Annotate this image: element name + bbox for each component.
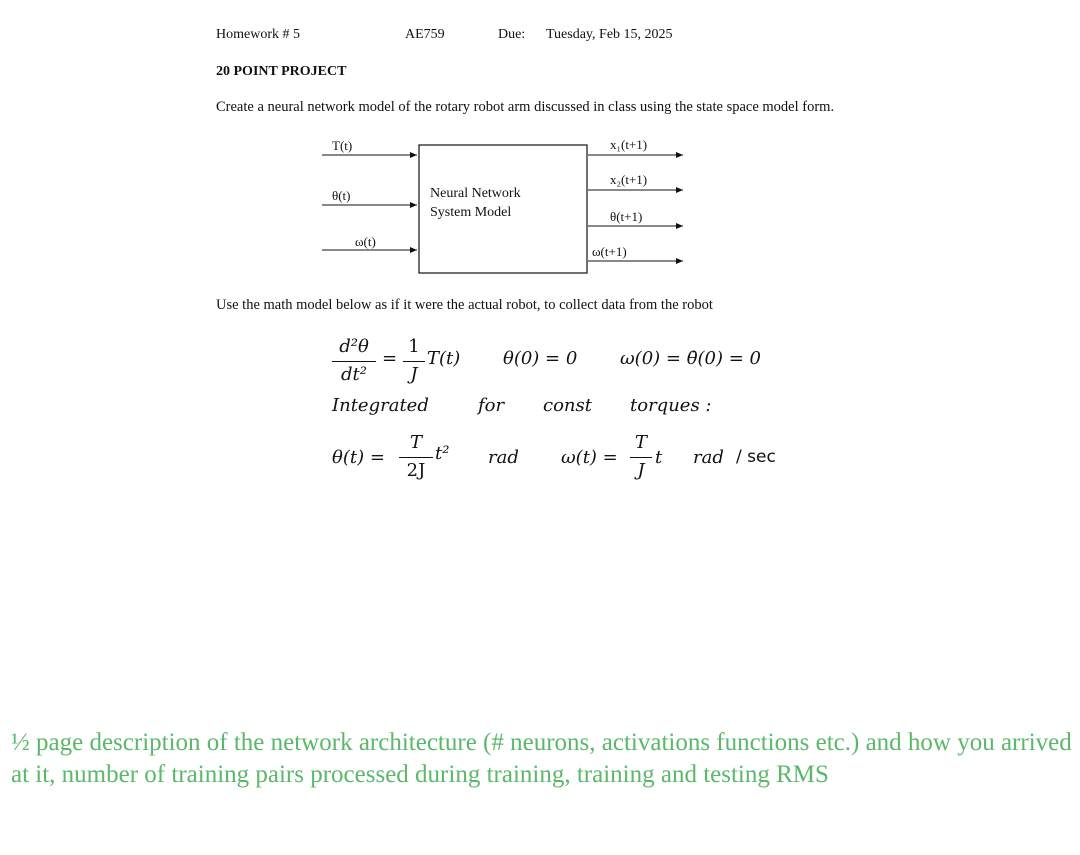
output-label-x2: x₂(t+1)	[610, 172, 648, 187]
omega-unit-rad: rad	[693, 447, 724, 468]
omega-fraction-bar	[630, 457, 652, 458]
eq1-lhs-fraction-bar	[332, 361, 376, 362]
theta-fraction-bar	[399, 457, 433, 458]
initial-condition-theta: θ(0) = 0	[503, 348, 578, 369]
integrated-word: Integrated	[332, 395, 429, 416]
theta-time-squared: t²	[435, 443, 450, 464]
box-label-line2: System Model	[430, 205, 512, 220]
eq1-rhs-denominator: J	[410, 364, 418, 385]
output-label-omega: ω(t+1)	[592, 244, 627, 259]
intro-text: Create a neural network model of the rotary robot arm discussed in class using the state space model form.	[216, 99, 835, 115]
due-label: Due:	[498, 27, 526, 42]
eq1-equals: =	[382, 348, 398, 369]
input-label-torque: T(t)	[332, 138, 353, 153]
theta-unit: rad	[488, 447, 519, 468]
theta-numerator: T	[409, 432, 422, 453]
input-label-omega: ω(t)	[355, 234, 376, 249]
omega-denominator: J	[637, 460, 645, 481]
output-label-x1: x₁(t+1)	[610, 137, 648, 152]
omega-time: t	[655, 447, 663, 468]
due-date: Tuesday, Feb 15, 2025	[546, 27, 673, 42]
report-instruction: ½ page description of the network architecture (# neurons, activations functions etc.) and how you arrived at it, number of training pairs processed during training, training and testing RMS	[11, 729, 1072, 788]
eq1-lhs-numerator: d²θ	[339, 336, 369, 357]
omega-unit-per-sec: / sec	[736, 447, 776, 467]
theta-denominator: 2J	[406, 460, 426, 481]
for-word: for	[478, 395, 505, 416]
block-diagram	[0, 0, 1080, 300]
omega-lhs: ω(t) =	[561, 447, 618, 468]
homework-number: Homework # 5	[216, 27, 300, 42]
project-title: 20 POINT PROJECT	[216, 64, 347, 79]
output-label-theta: θ(t+1)	[610, 209, 643, 224]
eq1-lhs-denominator: dt²	[341, 364, 367, 385]
use-math-instruction: Use the math model below as if it were the actual robot, to collect data from the robot	[216, 297, 713, 313]
omega-numerator: T	[634, 432, 647, 453]
course-code: AE759	[405, 27, 445, 42]
eq1-rhs-numerator: 1	[408, 336, 420, 357]
initial-condition-omega: ω(0) = θ̇(0) = 0	[620, 348, 762, 369]
torques-word: torques :	[630, 395, 712, 416]
eq1-rhs-torque: T(t)	[427, 348, 461, 369]
eq1-rhs-fraction-bar	[403, 361, 425, 362]
theta-lhs: θ(t) =	[332, 447, 385, 468]
input-label-theta: θ(t)	[332, 188, 351, 203]
const-word: const	[543, 395, 592, 416]
box-label-line1: Neural Network	[430, 186, 521, 201]
